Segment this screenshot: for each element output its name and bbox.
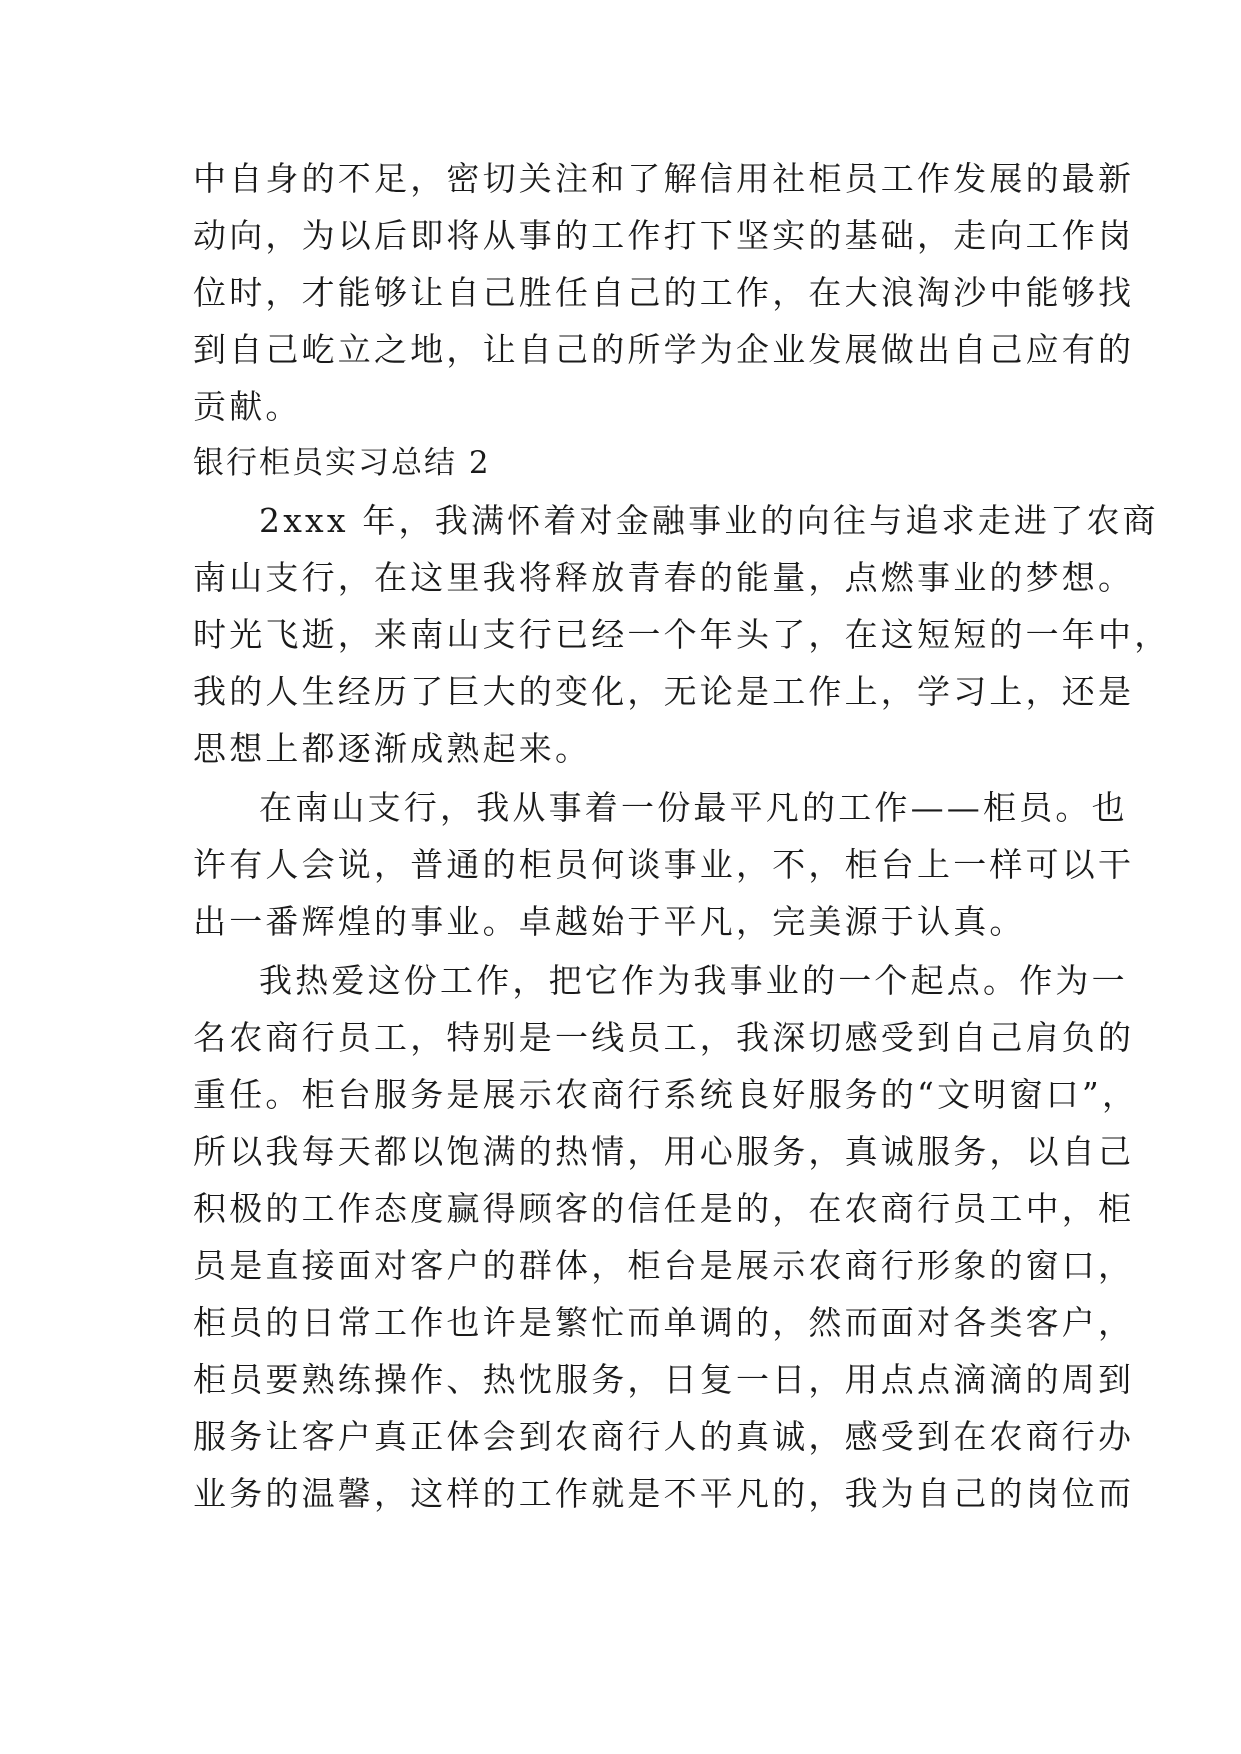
paragraph-3: [193, 952, 1139, 1522]
text-line: 我的人生经历了巨大的变化，无论是工作上，学习上，还是: [193, 672, 1135, 711]
text-line: 到自己屹立之地，让自己的所学为企业发展做出自己应有的: [193, 330, 1135, 369]
text-line: 重任。柜台服务是展示农商行系统良好服务的“文明窗口”，: [193, 1075, 1139, 1114]
paragraph-1: [193, 492, 1171, 777]
text-line: 在南山支行，我从事着一份最平凡的工作——柜员。也: [259, 788, 1128, 827]
document-page: [193, 150, 1171, 1522]
text-line: 动向，为以后即将从事的工作打下坚实的基础，走向工作岗: [193, 216, 1135, 255]
text-line: 服务让客户真正体会到农商行人的真诚，感受到在农商行办: [193, 1417, 1135, 1456]
text-line: 南山支行，在这里我将释放青春的能量，点燃事业的梦想。: [193, 558, 1135, 597]
text-line: 位时，才能够让自己胜任自己的工作，在大浪淘沙中能够找: [193, 273, 1135, 312]
text-line: 所以我每天都以饱满的热情，用心服务，真诚服务，以自己: [193, 1132, 1135, 1171]
text-line: 许有人会说，普通的柜员何谈事业，不，柜台上一样可以干: [193, 845, 1135, 884]
text-line: 员是直接面对客户的群体，柜台是展示农商行形象的窗口，: [193, 1246, 1135, 1285]
text-line: 2xxx 年，我满怀着对金融事业的向往与追求走进了农商: [259, 501, 1159, 540]
text-line: 思想上都逐渐成熟起来。: [193, 729, 592, 768]
text-line: 名农商行员工，特别是一线员工，我深切感受到自己肩负的: [193, 1018, 1135, 1057]
text-line: 业务的温馨，这样的工作就是不平凡的，我为自己的岗位而: [193, 1474, 1135, 1513]
text-line: 中自身的不足，密切关注和了解信用社柜员工作发展的最新: [193, 159, 1135, 198]
text-line: 出一番辉煌的事业。卓越始于平凡，完美源于认真。: [193, 902, 1026, 941]
text-line: 贡献。: [193, 387, 302, 426]
text-line: 柜员的日常工作也许是繁忙而单调的，然而面对各类客户，: [193, 1303, 1135, 1342]
continuation-paragraph: [193, 150, 1135, 435]
text-line: 柜员要熟练操作、热忱服务，日复一日，用点点滴滴的周到: [193, 1360, 1135, 1399]
text-line: 时光飞逝，来南山支行已经一个年头了，在这短短的一年中，: [193, 615, 1171, 654]
section-title: 银行柜员实习总结 2: [193, 445, 491, 481]
paragraph-2: [193, 779, 1135, 950]
text-line: 我热爱这份工作，把它作为我事业的一个起点。作为一: [259, 961, 1128, 1000]
text-line: 积极的工作态度赢得顾客的信任是的，在农商行员工中，柜: [193, 1189, 1135, 1228]
